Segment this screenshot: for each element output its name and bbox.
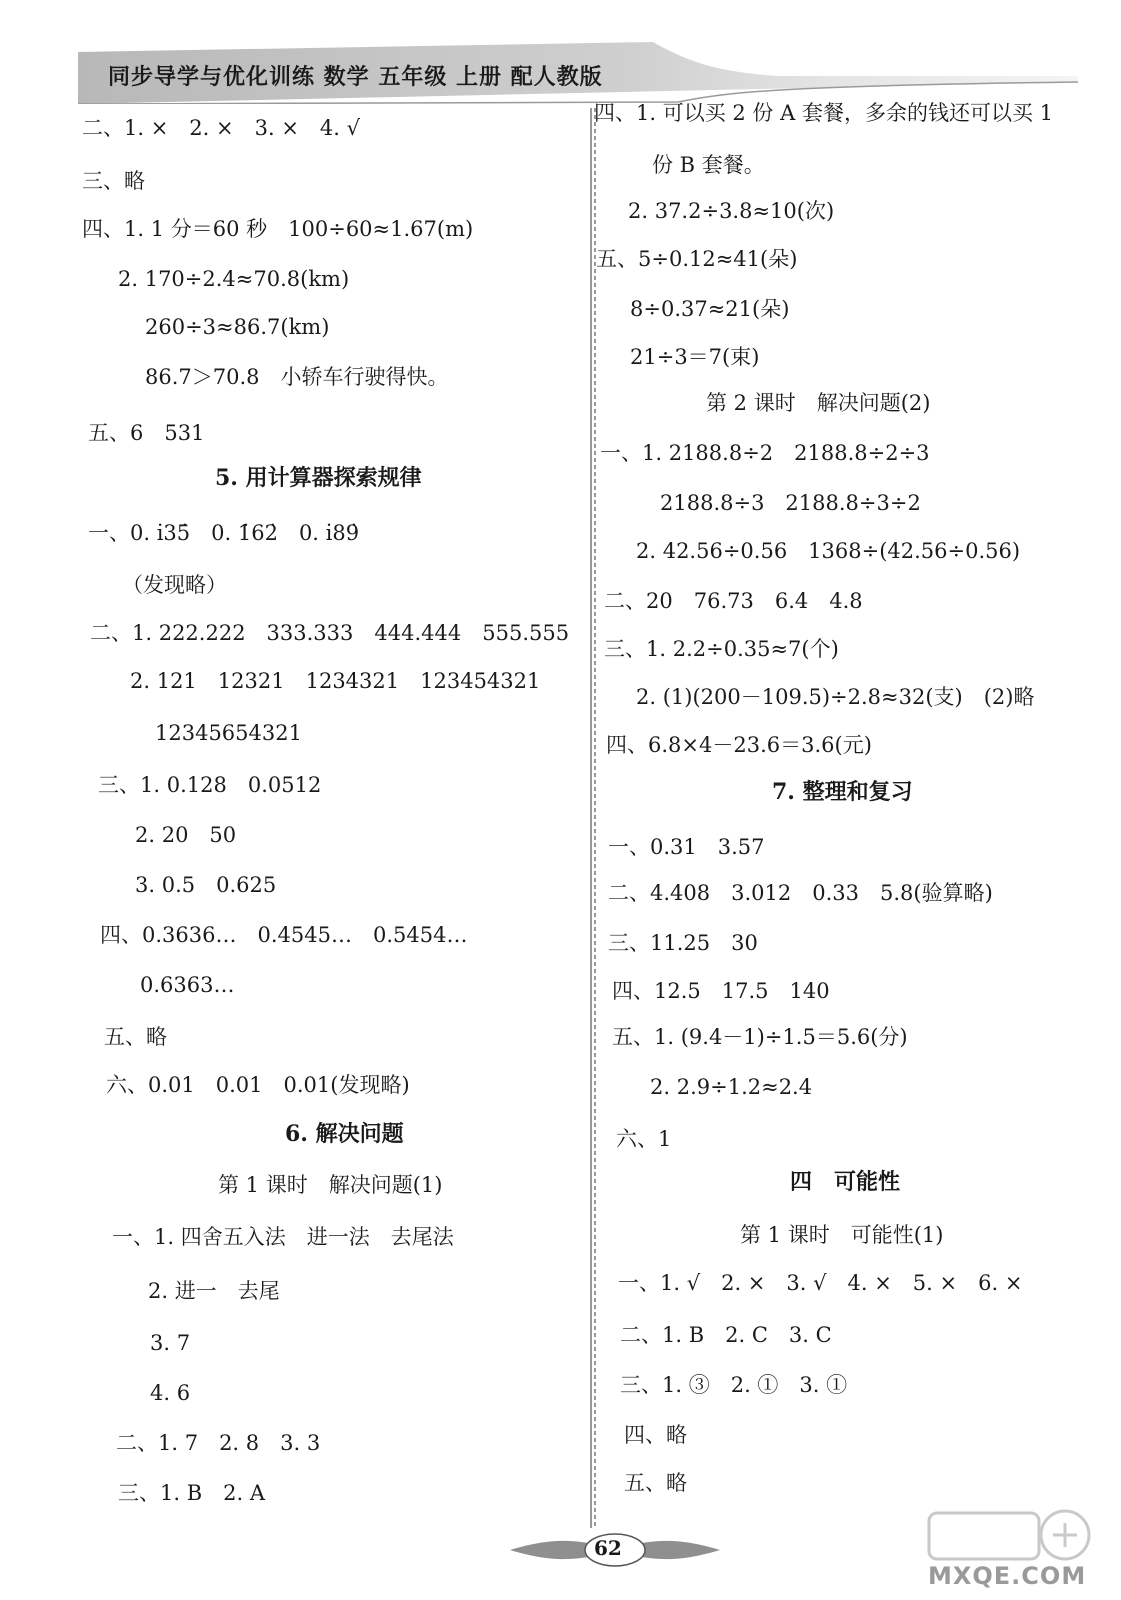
answer-line: 三、1. ③ 2. ① 3. ① — [620, 1373, 848, 1397]
lesson-subtitle: 第 1 课时 可能性(1) — [740, 1223, 944, 1247]
section-title: 7. 整理和复习 — [772, 779, 913, 805]
answer-line: 三、略 — [82, 169, 145, 193]
answer-line: 2. 进一 去尾 — [148, 1279, 280, 1303]
answer-line: 一、0.31 3.57 — [608, 835, 765, 859]
answer-line: 二、1. 222.222 333.333 444.444 555.555 — [90, 621, 570, 645]
answer-line: 3. 0.5 0.625 — [135, 873, 277, 897]
answer-line: 4. 6 — [150, 1381, 191, 1405]
answer-line: 2188.8÷3 2188.8÷3÷2 — [660, 491, 921, 515]
answer-line: 五、略 — [104, 1025, 167, 1049]
answer-line: 三、11.25 30 — [608, 931, 758, 955]
answer-line: 三、1. 2.2÷0.35≈7(个) — [604, 637, 839, 661]
answer-line: 二、4.408 3.012 0.33 5.8(验算略) — [608, 881, 993, 905]
answer-line: 2. 170÷2.4≈70.8(km) — [118, 267, 350, 291]
answer-line: 260÷3≈86.7(km) — [145, 315, 330, 339]
section-title: 6. 解决问题 — [285, 1121, 404, 1147]
answer-line: 2. 37.2÷3.8≈10(次) — [628, 199, 835, 223]
unit-title: 四 可能性 — [790, 1169, 901, 1195]
answer-line: 2. 42.56÷0.56 1368÷(42.56÷0.56) — [636, 539, 1021, 563]
answer-line: 86.7＞70.8 小轿车行驶得快。 — [145, 365, 449, 389]
answer-line: 四、1. 可以买 2 份 A 套餐，多余的钱还可以买 1 — [594, 101, 1053, 125]
lesson-subtitle: 第 1 课时 解决问题(1) — [218, 1173, 443, 1197]
answer-line: 五、1. (9.4－1)÷1.5＝5.6(分) — [612, 1025, 908, 1049]
lesson-subtitle: 第 2 课时 解决问题(2) — [706, 391, 931, 415]
answer-line: 21÷3＝7(束) — [630, 345, 760, 369]
answer-line: 三、1. 0.128 0.0512 — [98, 773, 322, 797]
answer-line: 2. 20 50 — [135, 823, 237, 847]
answer-line: 二、1. B 2. C 3. C — [620, 1323, 832, 1347]
answer-line: 份 B 套餐。 — [652, 153, 765, 177]
answer-line: 二、1. × 2. × 3. × 4. √ — [82, 116, 361, 140]
answer-line: 0.6363… — [140, 973, 235, 997]
answer-line: （发现略） — [122, 573, 227, 597]
section-title: 5. 用计算器探索规律 — [215, 465, 422, 491]
header-title: 同步导学与优化训练 数学 五年级 上册 配人教版 — [108, 64, 603, 90]
answer-line: 一、1. √ 2. × 3. √ 4. × 5. × 6. × — [618, 1271, 1023, 1295]
answer-line: 二、1. 7 2. 8 3. 3 — [116, 1431, 321, 1455]
answer-line: 2. (1)(200－109.5)÷2.8≈32(支) (2)略 — [636, 685, 1035, 709]
answer-line: 12345654321 — [155, 721, 302, 745]
answer-line: 四、6.8×4－23.6＝3.6(元) — [606, 733, 872, 757]
column-divider — [589, 108, 597, 1528]
answer-line: 四、0.3636… 0.4545… 0.5454… — [100, 923, 468, 947]
answer-line: 2. 121 12321 1234321 123454321 — [130, 669, 541, 693]
answer-line: 五、略 — [624, 1471, 687, 1495]
answer-line: 四、1. 1 分＝60 秒 100÷60≈1.67(m) — [82, 217, 474, 241]
watermark-url: MXQE.COM — [928, 1562, 1087, 1590]
answer-line: 二、20 76.73 6.4 4.8 — [604, 589, 863, 613]
answer-line: 三、1. B 2. A — [118, 1481, 266, 1505]
answer-line: 六、1 — [616, 1127, 672, 1151]
answer-line: 四、略 — [624, 1423, 687, 1447]
answer-line: 五、5÷0.12≈41(朵) — [596, 247, 798, 271]
answer-line: 2. 2.9÷1.2≈2.4 — [650, 1075, 813, 1099]
page-header — [78, 42, 1078, 104]
answer-line: 六、0.01 0.01 0.01(发现略) — [106, 1073, 410, 1097]
answer-line: 8÷0.37≈21(朵) — [630, 297, 790, 321]
answer-line: 3. 7 — [150, 1331, 191, 1355]
answer-line: 一、1. 四舍五入法 进一法 去尾法 — [112, 1225, 454, 1249]
answer-line: 五、6 531 — [88, 421, 205, 445]
answer-line: 一、0. i̇35̇ 0. 1̇62̇ 0. i̇89̇ — [88, 521, 360, 545]
page-number: 62 — [594, 1536, 622, 1560]
answer-line: 四、12.5 17.5 140 — [612, 979, 830, 1003]
answer-line: 一、1. 2188.8÷2 2188.8÷2÷3 — [600, 441, 930, 465]
